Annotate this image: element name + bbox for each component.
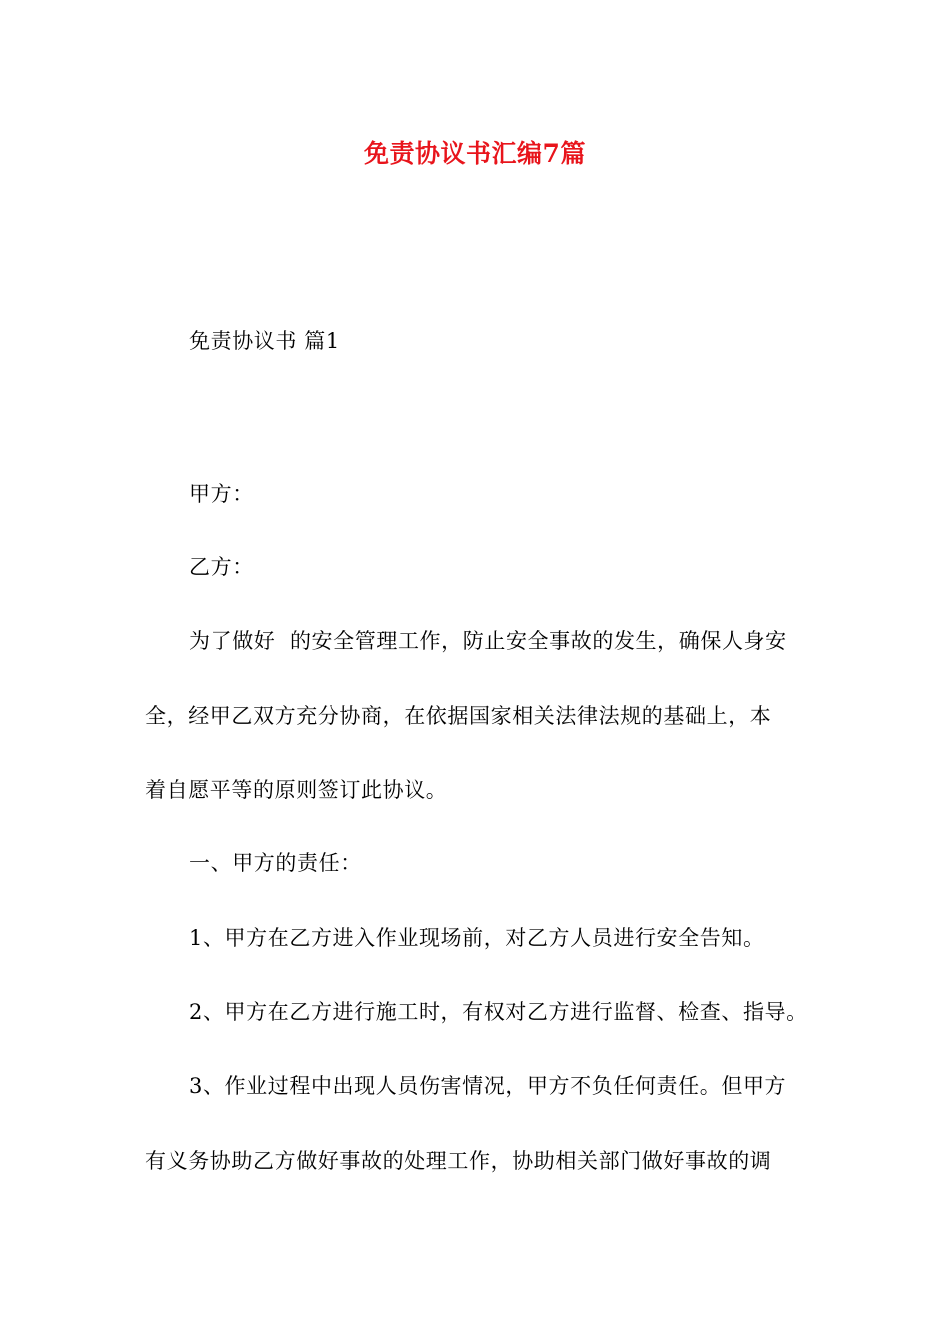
section-heading-1: 免责协议书 篇1 [189,329,340,353]
clause-item: 1、甲方在乙方进入作业现场前，对乙方人员进行安全告知。 [189,926,765,950]
document-title: 免责协议书汇编7篇 [364,139,586,168]
paragraph-line: 着自愿平等的原则签订此协议。 [145,778,448,802]
paragraph-line: 为了做好 的安全管理工作，防止安全事故的发生，确保人身安 [189,629,787,653]
clause-item-continued: 有义务协助乙方做好事故的处理工作，协助相关部门做好事故的调 [145,1149,772,1173]
paragraph-line: 全，经甲乙双方充分协商，在依据国家相关法律法规的基础上，本 [145,704,772,728]
clause-heading: 一、甲方的责任： [189,851,362,875]
party-b-label: 乙方： [189,555,254,579]
clause-item: 3、作业过程中出现人员伤害情况，甲方不负任何责任。但甲方 [189,1074,787,1098]
clause-item: 2、甲方在乙方进行施工时，有权对乙方进行监督、检查、指导。 [189,1000,808,1024]
party-a-label: 甲方： [189,482,254,506]
